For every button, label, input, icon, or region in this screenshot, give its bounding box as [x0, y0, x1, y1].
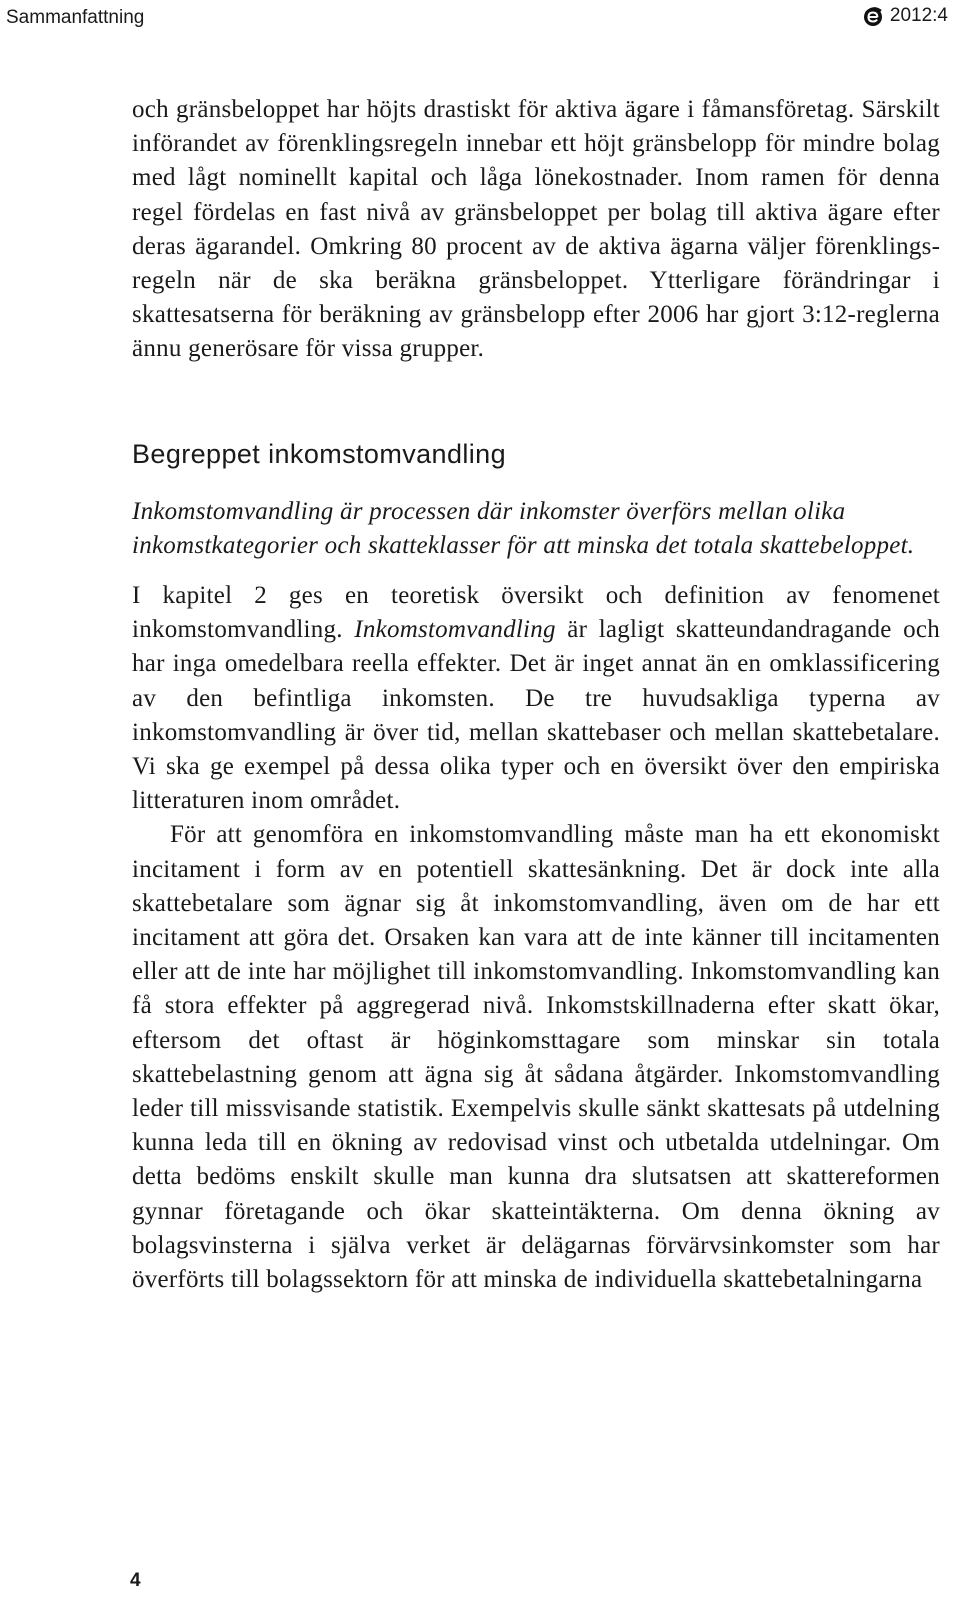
main-text: [132, 93, 940, 1297]
page-header: [0, 0, 960, 38]
section-heading: Begreppet inkomstomvandling: [132, 438, 507, 469]
definition-text: Inkomstomvandling är processen där inkomster överförs mellan olika inkomstkategorier och skatteklasser för att minska det totala skattebeloppet.: [132, 497, 915, 559]
paragraph-chapter-overview-start: I kapitel 2 ges en teoretisk översikt och definition av fenomenet inkomstomvandling.: [132, 582, 940, 644]
issue-marker: [862, 5, 948, 27]
page-number: 4: [130, 1570, 141, 1591]
emphasized-term: Inkomstomvandling: [354, 616, 556, 644]
paragraph-intro: och gränsbeloppet har höjts drastiskt för aktiva ägare i fåmansföretag. Särskilt införandet av förenklingsregeln innebar ett höjt gränsbelopp för mindre bolag med lågt nominellt kapital och låga lönekostnader. Inom ramen för denna regel fördelas en fast nivå av gränsbeloppet per bolag till aktiva ägare efter deras ägarandel. Omkring 80 procent av de aktiva ägarna väljer förenklingsregeln när de ska beräkna gränsbeloppet. Ytterligare förändringar i skattesatserna för beräkning av gränsbelopp efter 2006 har gjort 3:12-reglerna ännu generösare för vissa grupper.: [132, 96, 940, 363]
paragraph-chapter-overview-rest: är lagligt skatteundandragande och har inga omedelbara reella effekter. Det är inget annat än en omklassificering av den befintliga inkomsten. De tre huvudsakliga typerna av inkomstomvandling är över tid, mellan skattebaser och mellan skattebetalare. Vi ska ge exempel på dessa olika typer och en översikt över den empiriska litteraturen inom området.: [132, 616, 941, 815]
issue-number: 2012:4: [889, 5, 948, 26]
section-title: Sammanfattning: [6, 7, 145, 28]
paragraph-chapter-overview: [132, 579, 940, 818]
paragraph-incentives: För att genomföra en inkomstomvandling måste man ha ett ekonomiskt incitament i form av en potentiell skattesänkning. Det är dock inte alla skattebetalare som ägnar sig åt inkomstomvandling, även om de har ett incitament att göra det. Orsaken kan vara att de inte känner till incitamenten eller att de inte har möjlighet till inkomstomvandling. Inkomstomvandling kan få stora effekter på aggregerad nivå. Inkomstskillnaderna efter skatt ökar, eftersom det oftast är höginkomsttagare som minskar sin totala skattebelastning genom att ägna sig åt sådana åtgärder. Inkomstomvandling leder till missvisande statistik. Exempelvis skulle sänkt skattesats på utdelning kunna leda till en ökning av redovisad vinst och utbetalda utdelningar. Om detta bedöms enskilt skulle man kunna dra slutsatsen att skattereformen gynnar företagande och ökar skatteintäkterna. Om denna ökning av bolagsvinsterna i själva verket är delägarnas förvärvsinkomster som har överförts till bolagssektorn för att minska de individuella skattebetalningarna: [132, 821, 940, 1294]
circled-e-logo-icon: [862, 5, 884, 27]
